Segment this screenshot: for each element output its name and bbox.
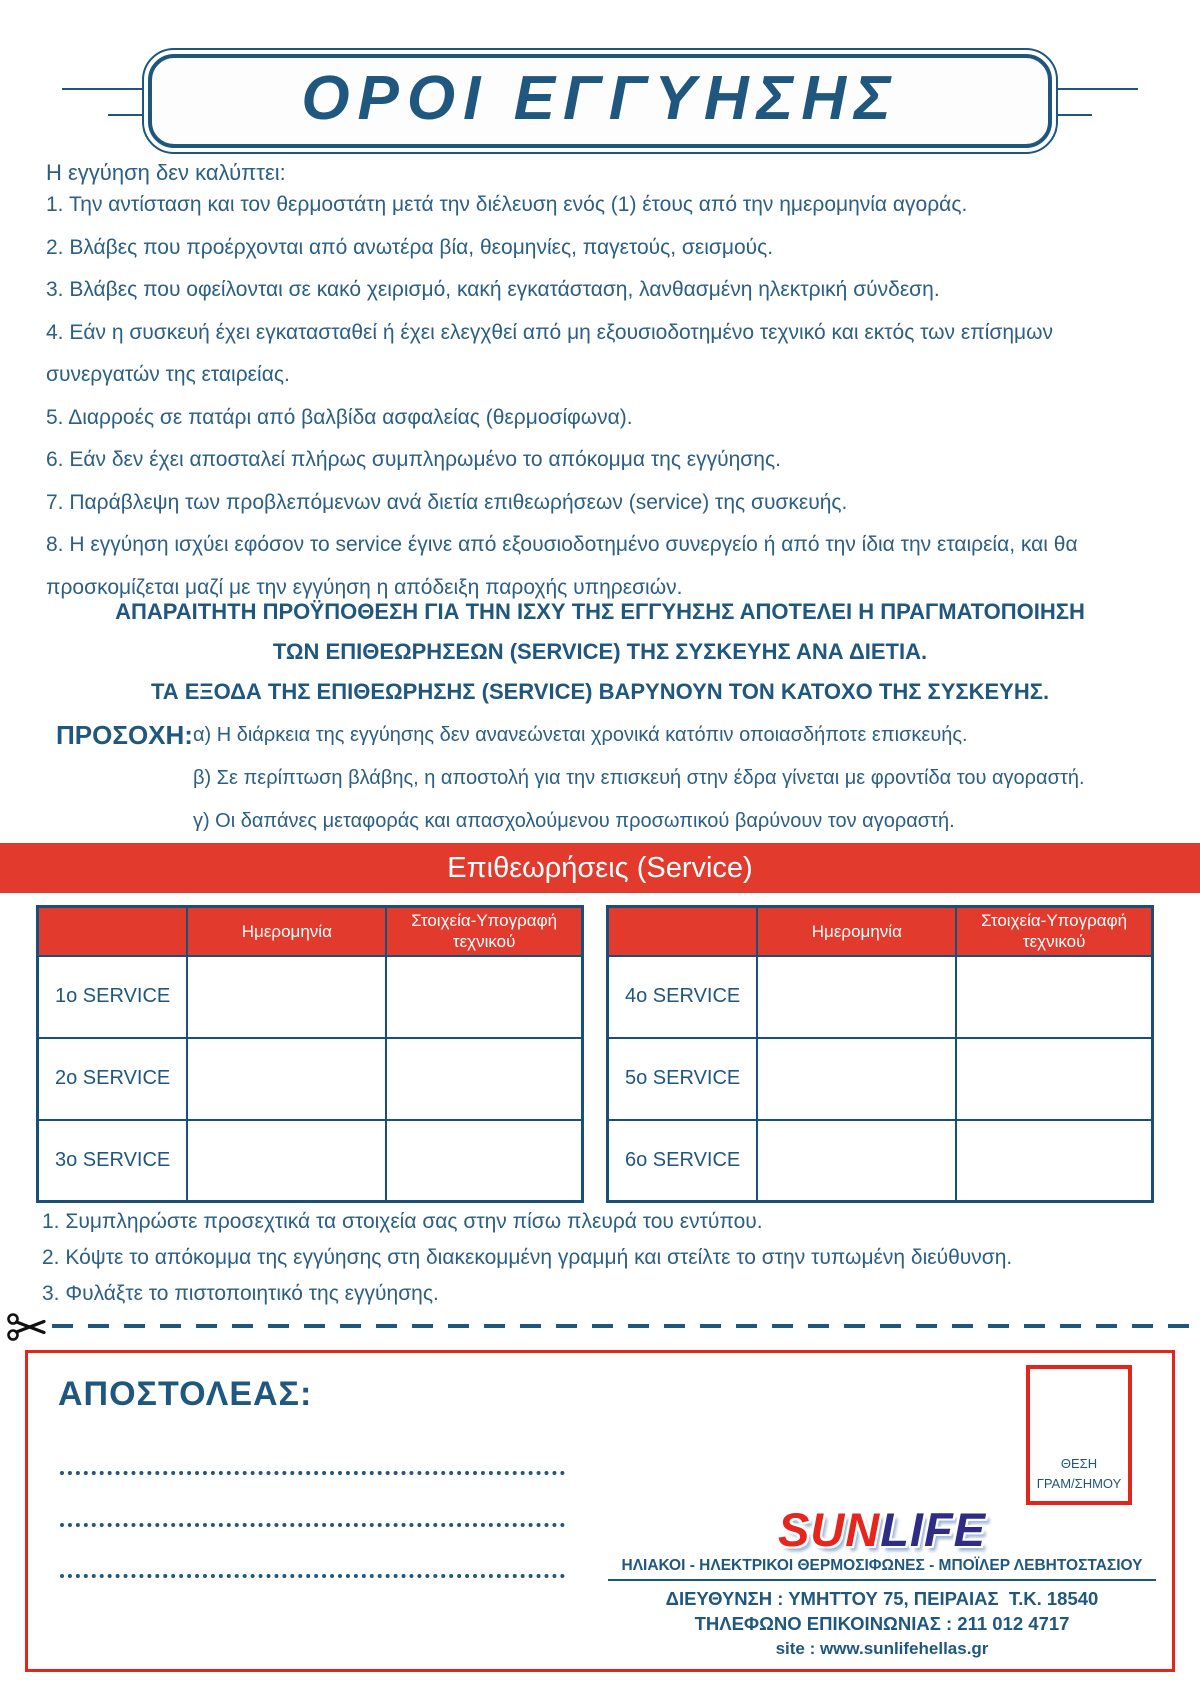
service-banner: Επιθεωρήσεις (Service) bbox=[0, 843, 1200, 893]
table-row bbox=[38, 956, 583, 1038]
page-title: ΟΡΟΙ ΕΓΓΥΗΣΗΣ bbox=[301, 64, 899, 133]
table-row bbox=[608, 1120, 1153, 1202]
warranty-title-plate bbox=[142, 48, 1058, 154]
service-row-label: 2ο SERVICE bbox=[38, 1038, 188, 1120]
brand-divider bbox=[608, 1579, 1156, 1581]
service-table-left bbox=[36, 905, 584, 1203]
term-item: 3. Βλάβες που οφείλονται σε κακό χειρισμό, κακή εγκατάσταση, λανθασμένη ηλεκτρική σύνδεση. bbox=[46, 278, 940, 301]
service-date-cell bbox=[757, 956, 956, 1038]
service-signature-cell bbox=[956, 1120, 1152, 1202]
service-row-label: 6ο SERVICE bbox=[608, 1120, 758, 1202]
brand-logo bbox=[608, 1504, 1156, 1556]
sender-write-line bbox=[60, 1523, 565, 1527]
service-mandate bbox=[30, 592, 1170, 712]
mandate-line: ΤΑ ΕΞΟΔΑ ΤΗΣ ΕΠΙΘΕΩΡΗΣΗΣ (SERVICE) ΒΑΡΥΝΟΥΝ ΤΟΝ ΚΑΤΟΧΟ ΤΗΣ ΣΥΣΚΕΥΗΣ. bbox=[150, 679, 1050, 704]
attention-item: γ) Οι δαπάνες μεταφοράς και απασχολούμενου προσωπικού βαρύνουν τον αγοραστή. bbox=[192, 810, 955, 832]
table-row bbox=[38, 1120, 583, 1202]
instruction-item: 1. Συμπληρώστε προσεχτικά τα στοιχεία σας στην πίσω πλευρά του εντύπου. bbox=[42, 1210, 763, 1233]
scissors-icon bbox=[6, 1310, 48, 1349]
service-signature-cell bbox=[386, 956, 582, 1038]
sender-write-line bbox=[60, 1471, 565, 1475]
brand-address: ΔΙΕΥΘΥΝΣΗ : ΥΜΗΤΤΟΥ 75, ΠΕΙΡΑΙΑΣ Τ.Κ. 18540 bbox=[665, 1588, 1099, 1610]
term-item: 5. Διαρροές σε πατάρι από βαλβίδα ασφαλείας (θερμοσίφωνα). bbox=[46, 405, 633, 429]
service-row-label: 1ο SERVICE bbox=[38, 956, 188, 1038]
dashed-cut-rule bbox=[52, 1324, 1200, 1328]
term-item: 4. Εάν η συσκευή έχει εγκατασταθεί ή έχει ελεγχθεί από μη εξουσιοδοτημένο τεχνικό και εκτός των επίσημων συνεργατών της εταιρείας. bbox=[46, 320, 1054, 386]
service-signature-cell bbox=[386, 1038, 582, 1120]
table-header-date: Ημερομηνία bbox=[757, 907, 956, 956]
term-item: 1. Την αντίσταση και τον θερμοστάτη μετά την διέλευση ενός (1) έτους από την ημερομηνία αγοράς. bbox=[46, 193, 968, 216]
instruction-item: 2. Κόψτε το απόκομμα της εγγύησης στη διακεκομμένη γραμμή και στείλτε το στην τυπωμένη διεύθυνση. bbox=[42, 1246, 1013, 1269]
mandate-line: ΤΩΝ ΕΠΙΘΕΩΡΗΣΕΩΝ (SERVICE) ΤΗΣ ΣΥΣΚΕΥΗΣ ΑΝΑ ΔΙΕΤΙΑ. bbox=[272, 639, 928, 664]
service-date-cell bbox=[757, 1120, 956, 1202]
table-row bbox=[38, 1038, 583, 1120]
table-row bbox=[608, 1038, 1153, 1120]
table-header-date: Ημερομηνία bbox=[187, 907, 386, 956]
attention-label: ΠΡΟΣΟΧΗ: bbox=[56, 720, 193, 750]
brand-website: site : www.sunlifehellas.gr bbox=[775, 1639, 989, 1659]
table-header-technician: Στοιχεία-Υπογραφή τεχνικού bbox=[956, 907, 1152, 956]
term-item: 8. Η εγγύηση ισχύει εφόσον το service έγινε από εξουσιοδοτημένο συνεργείο ή από την ίδια την εταιρεία, και θα προσκομίζεται μαζί με την εγγύηση η απόδειξη παροχής υπηρεσιών. bbox=[46, 533, 1078, 599]
terms-list bbox=[46, 184, 1162, 609]
service-date-cell bbox=[757, 1038, 956, 1120]
logo-life: LIFE bbox=[880, 1502, 987, 1556]
attention-item: β) Σε περίπτωση βλάβης, η αποστολή για την επισκευή στην έδρα γίνεται με φροντίδα του αγοραστή. bbox=[192, 767, 1085, 789]
title-connector-line bbox=[1058, 88, 1138, 90]
mandate-line: ΑΠΑΡΑΙΤΗΤΗ ΠΡΟΫΠΟΘΕΣΗ ΓΙΑ ΤΗΝ ΙΣΧΥ ΤΗΣ ΕΓΓΥΗΣΗΣ ΑΠΟΤΕΛΕΙ Η ΠΡΑΓΜΑΤΟΠΟΙΗΣΗ bbox=[115, 599, 1085, 624]
service-signature-cell bbox=[956, 956, 1152, 1038]
sender-label: ΑΠΟΣΤΟΛΕΑΣ: bbox=[58, 1375, 313, 1413]
term-item: 2. Βλάβες που προέρχονται από ανωτέρα βία, θεομηνίες, παγετούς, σεισμούς. bbox=[46, 235, 774, 259]
service-row-label: 5ο SERVICE bbox=[608, 1038, 758, 1120]
attention-item: α) Η διάρκεια της εγγύησης δεν ανανεώνεται χρονικά κατόπιν οποιασδήποτε επισκευής. bbox=[192, 724, 968, 746]
sender-write-line bbox=[60, 1574, 565, 1578]
service-date-cell bbox=[187, 1120, 386, 1202]
service-date-cell bbox=[187, 1038, 386, 1120]
table-row bbox=[608, 956, 1153, 1038]
table-header-empty bbox=[608, 907, 758, 956]
term-item: 6. Εάν δεν έχει αποσταλεί πλήρως συμπληρωμένο το απόκομμα της εγγύησης. bbox=[46, 448, 781, 471]
table-header-empty bbox=[38, 907, 188, 956]
service-signature-cell bbox=[386, 1120, 582, 1202]
instruction-item: 3. Φυλάξτε το πιστοποιητικό της εγγύησης. bbox=[42, 1282, 439, 1305]
service-row-label: 4ο SERVICE bbox=[608, 956, 758, 1038]
service-signature-cell bbox=[956, 1038, 1152, 1120]
logo-sun: SUN bbox=[777, 1502, 881, 1556]
title-row bbox=[0, 0, 1200, 160]
title-connector-line bbox=[1056, 114, 1092, 116]
sender-coupon bbox=[25, 1350, 1175, 1672]
brand-tagline: ΗΛΙΑΚΟΙ - ΗΛΕΚΤΡΙΚΟΙ ΘΕΡΜΟΣΙΦΩΝΕΣ - ΜΠΟΪΛΕΡ ΛΕΒΗΤΟΣΤΑΣΙΟΥ bbox=[621, 1557, 1143, 1575]
stamp-box bbox=[1026, 1365, 1132, 1505]
title-connector-line bbox=[62, 88, 142, 90]
brand-phone: ΤΗΛΕΦΩΝΟ ΕΠΙΚΟΙΝΩΝΙΑΣ : 211 012 4717 bbox=[694, 1613, 1070, 1635]
instructions-list bbox=[42, 1204, 1170, 1312]
service-row-label: 3ο SERVICE bbox=[38, 1120, 188, 1202]
title-connector-line bbox=[108, 114, 144, 116]
service-date-cell bbox=[187, 956, 386, 1038]
stamp-label: ΘΕΣΗ ΓΡΑΜ/ΣΗΜΟΥ bbox=[1036, 1456, 1122, 1491]
brand-block bbox=[608, 1504, 1156, 1661]
service-tables bbox=[36, 905, 1154, 1203]
term-item: 7. Παράβλεψη των προβλεπόμενων ανά διετία επιθεωρήσεων (service) της συσκευής. bbox=[46, 490, 848, 514]
cut-line bbox=[0, 1308, 1200, 1346]
intro-text: Η εγγύηση δεν καλύπτει: bbox=[46, 160, 286, 185]
table-header-technician: Στοιχεία-Υπογραφή τεχνικού bbox=[386, 907, 582, 956]
attention-section bbox=[56, 714, 1186, 843]
service-table-right bbox=[606, 905, 1154, 1203]
